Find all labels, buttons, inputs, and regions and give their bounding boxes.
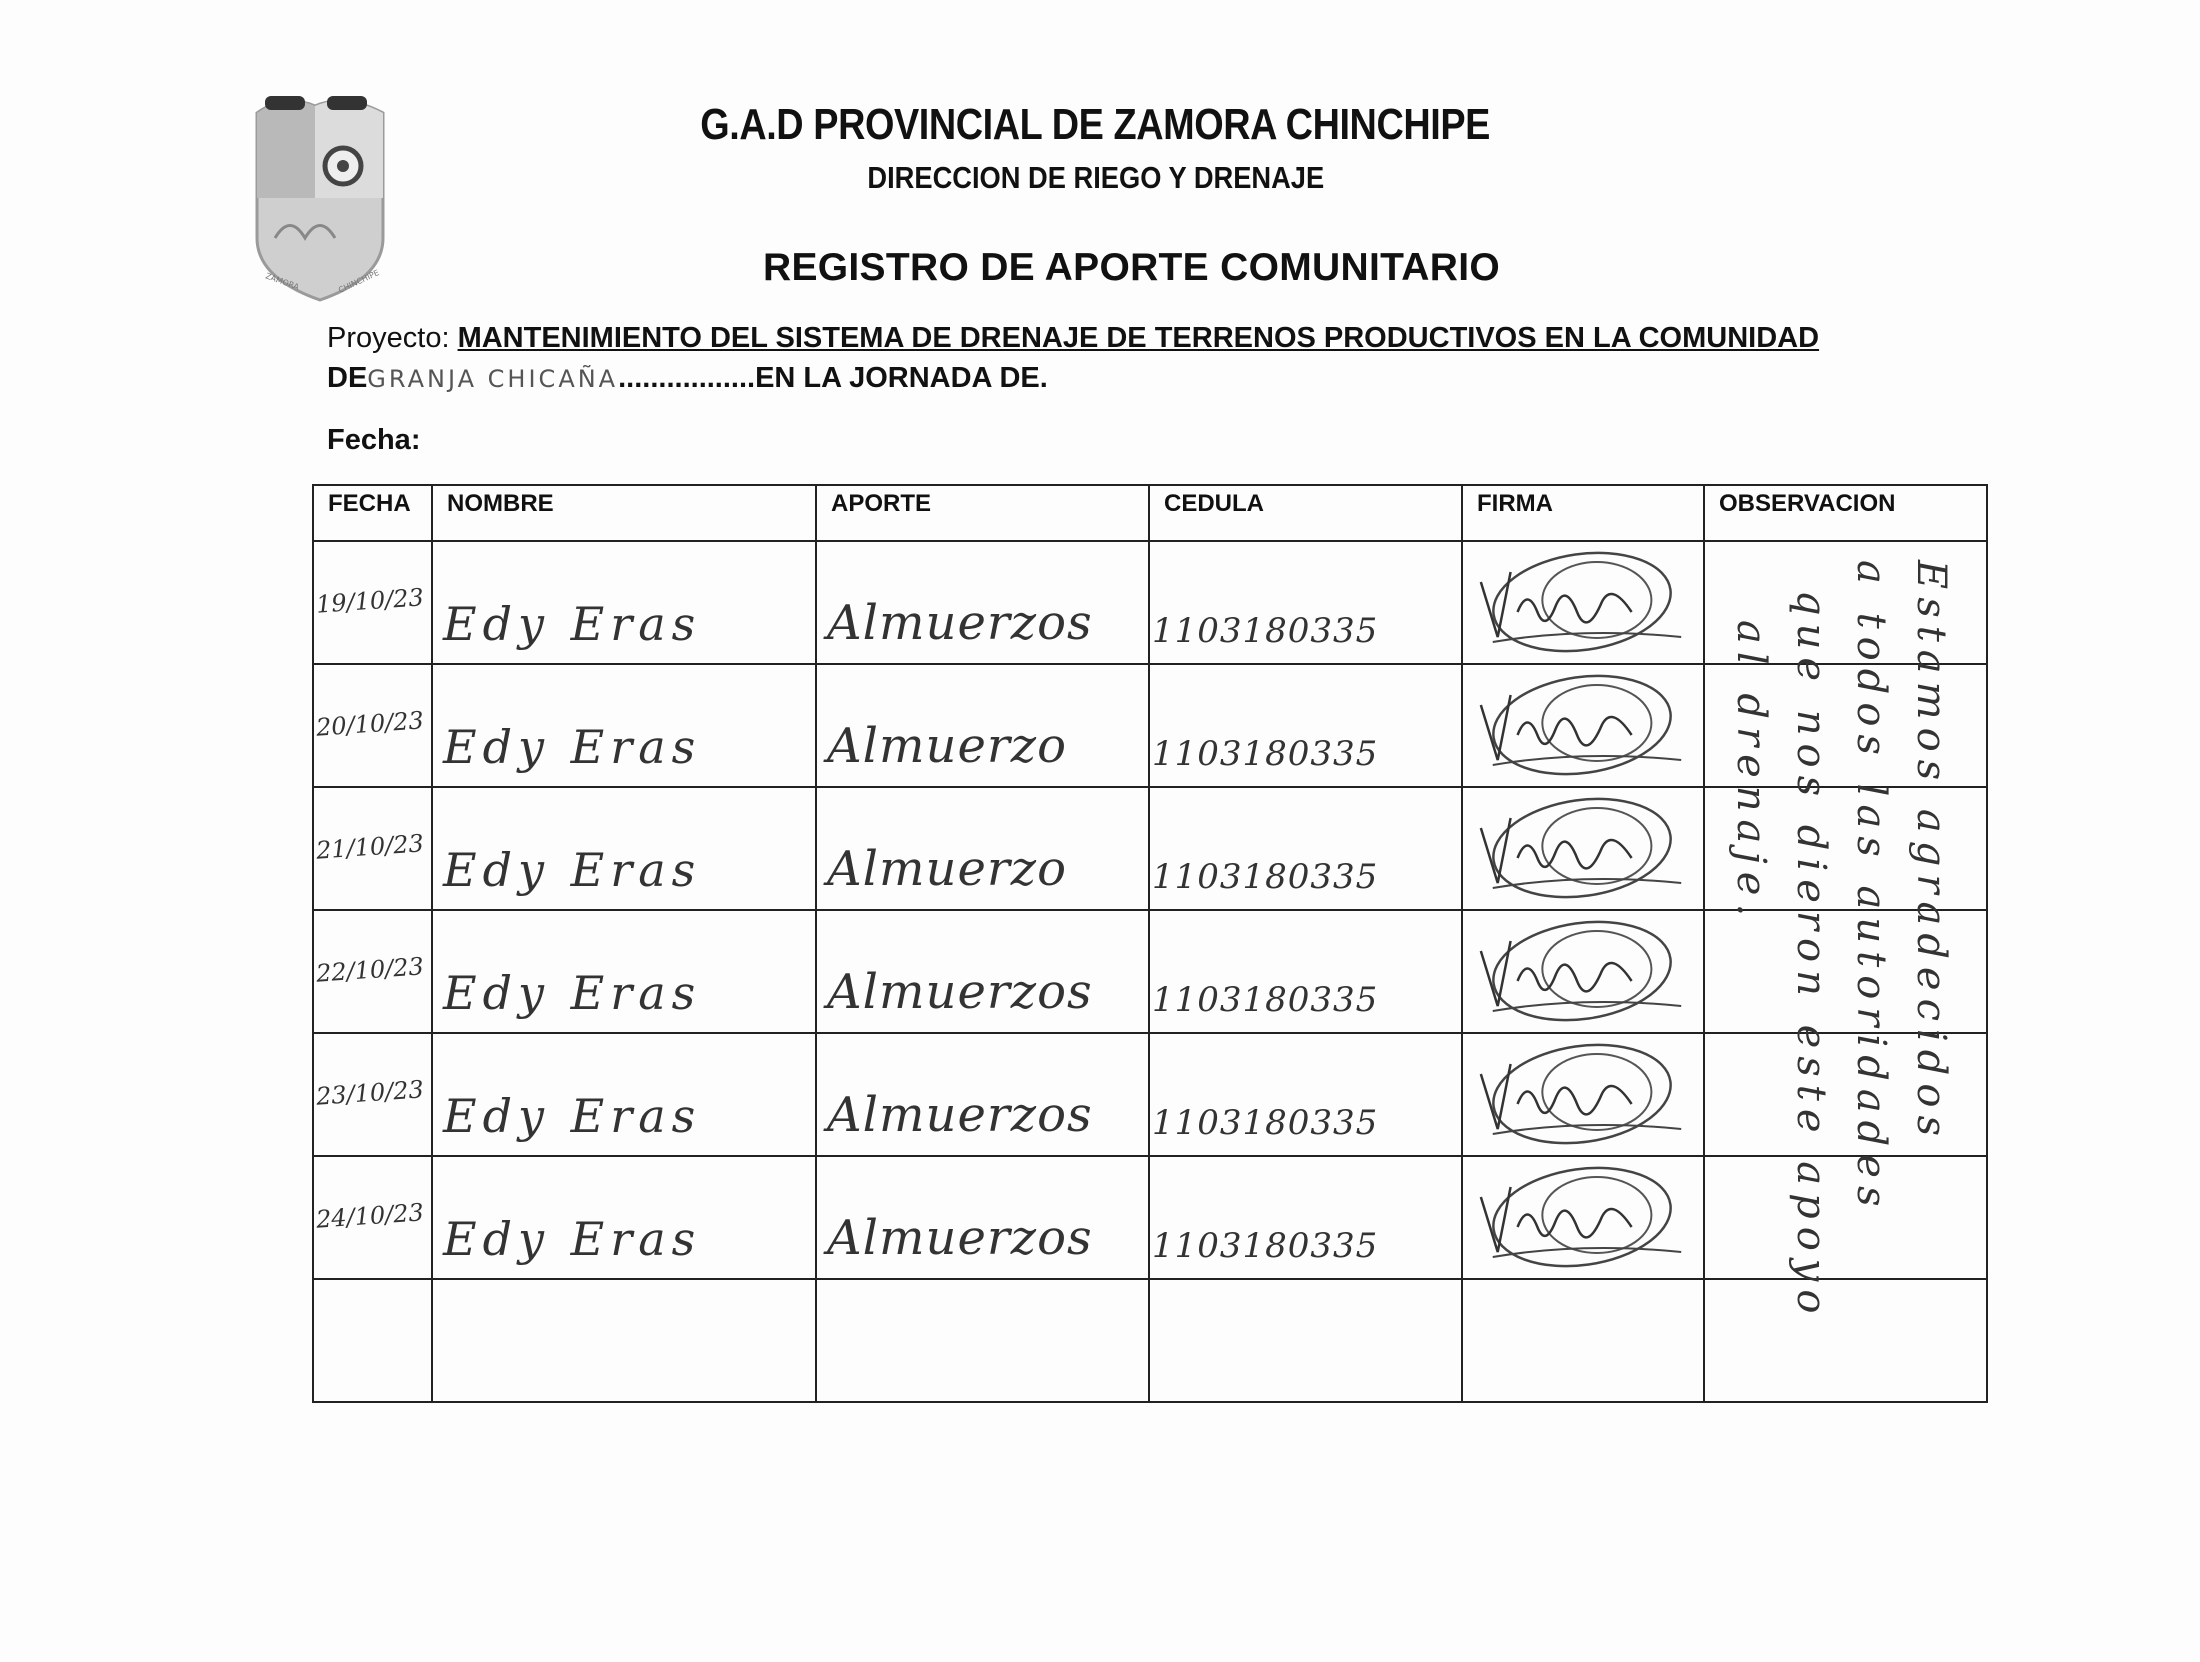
cell-cedula [1149,1033,1462,1156]
cell-nombre [432,910,816,1033]
cell-firma [1462,910,1704,1033]
handwritten-aporte: Almuerzo [827,841,1067,897]
handwritten-cedula: 1103180335 [1152,857,1379,897]
handwritten-name: Edy Eras [443,597,702,651]
handwritten-name: Edy Eras [443,1089,702,1143]
handwritten-name: Edy Eras [443,966,702,1020]
cell-aporte [816,1033,1149,1156]
cell-fecha [313,664,432,787]
signature-scribble [1463,788,1703,909]
handwritten-date: 19/10/23 [315,583,425,619]
handwritten-name: Edy Eras [443,843,702,897]
cell-aporte [816,787,1149,910]
column-header-cedula: CEDULA [1149,485,1462,541]
cell-aporte [816,664,1149,787]
cell-aporte [816,1156,1149,1279]
handwritten-aporte: Almuerzos [827,1210,1093,1266]
signature-scribble [1463,1157,1703,1278]
cell-cedula [1149,1156,1462,1279]
handwritten-name: Edy Eras [443,1212,702,1266]
cell-fecha [313,910,432,1033]
fecha-label: Fecha: [327,424,421,456]
project-name: MANTENIMIENTO DEL SISTEMA DE DRENAJE DE TERRENOS PRODUCTIVOS EN LA COMUNIDAD [457,322,1820,354]
handwritten-date: 21/10/23 [315,829,425,865]
cell-fecha [313,1279,432,1402]
handwritten-cedula: 1103180335 [1152,734,1379,774]
cell-cedula [1149,1279,1462,1402]
cell-fecha [313,1156,432,1279]
observacion-line: al drenaje. [1728,620,1774,925]
column-header-observacion: OBSERVACION [1704,485,1987,541]
cell-firma [1462,787,1704,910]
cell-nombre [432,1156,816,1279]
column-header-firma: FIRMA [1462,485,1704,541]
community-name: GRANJA CHICAÑA [367,365,619,393]
cell-nombre [432,541,816,664]
department-title: DIRECCION DE RIEGO Y DRENAJE [867,160,1325,195]
cell-fecha [313,541,432,664]
cell-aporte [816,541,1149,664]
handwritten-date: 24/10/23 [315,1198,425,1234]
cell-fecha [313,1033,432,1156]
cell-firma [1462,1279,1704,1402]
handwritten-cedula: 1103180335 [1152,1226,1379,1266]
observacion-line: Estamos agradecidos [1908,560,1954,1145]
handwritten-aporte: Almuerzos [827,964,1093,1020]
observacion-line: que nos dieron este apoyo [1788,590,1834,1322]
organization-title: G.A.D PROVINCIAL DE ZAMORA CHINCHIPE [700,100,1490,149]
table-header-row [313,485,1987,541]
observacion-note [1699,560,1984,1390]
cell-firma [1462,1156,1704,1279]
signature-scribble [1463,665,1703,786]
handwritten-aporte: Almuerzos [827,1087,1093,1143]
cell-fecha [313,787,432,910]
handwritten-date: 22/10/23 [315,952,425,988]
cell-firma [1462,664,1704,787]
cell-cedula [1149,664,1462,787]
cell-cedula [1149,910,1462,1033]
cell-nombre [432,787,816,910]
community-line [327,362,1048,395]
cell-firma [1462,541,1704,664]
svg-text:CHINCHIPE: CHINCHIPE [337,268,381,295]
handwritten-name: Edy Eras [443,720,702,774]
cell-nombre [432,1279,816,1402]
cell-aporte [816,910,1149,1033]
handwritten-cedula: 1103180335 [1152,1103,1379,1143]
document-title: REGISTRO DE APORTE COMUNITARIO [763,246,1501,289]
cell-firma [1462,1033,1704,1156]
column-header-nombre: NOMBRE [432,485,816,541]
column-header-aporte: APORTE [816,485,1149,541]
column-header-fecha: FECHA [313,485,432,541]
cell-cedula [1149,787,1462,910]
signature-scribble [1463,542,1703,663]
handwritten-aporte: Almuerzos [827,595,1093,651]
cell-nombre [432,664,816,787]
cell-cedula [1149,541,1462,664]
handwritten-aporte: Almuerzo [827,718,1067,774]
observacion-line: a todos las autoridades [1848,560,1894,1215]
handwritten-date: 20/10/23 [315,706,425,742]
signature-scribble [1463,911,1703,1032]
cell-nombre [432,1033,816,1156]
handwritten-date: 23/10/23 [315,1075,425,1111]
svg-text:ZAMORA: ZAMORA [264,271,301,292]
community-dots: .......... [618,362,699,394]
community-prefix: DE [327,362,368,394]
cell-aporte [816,1279,1149,1402]
project-label: Proyecto: [327,322,450,354]
jornada-label: .......EN LA JORNADA DE. [698,362,1048,394]
handwritten-cedula: 1103180335 [1152,611,1379,651]
project-line [327,322,1819,355]
handwritten-cedula: 1103180335 [1152,980,1379,1020]
signature-scribble [1463,1034,1703,1155]
